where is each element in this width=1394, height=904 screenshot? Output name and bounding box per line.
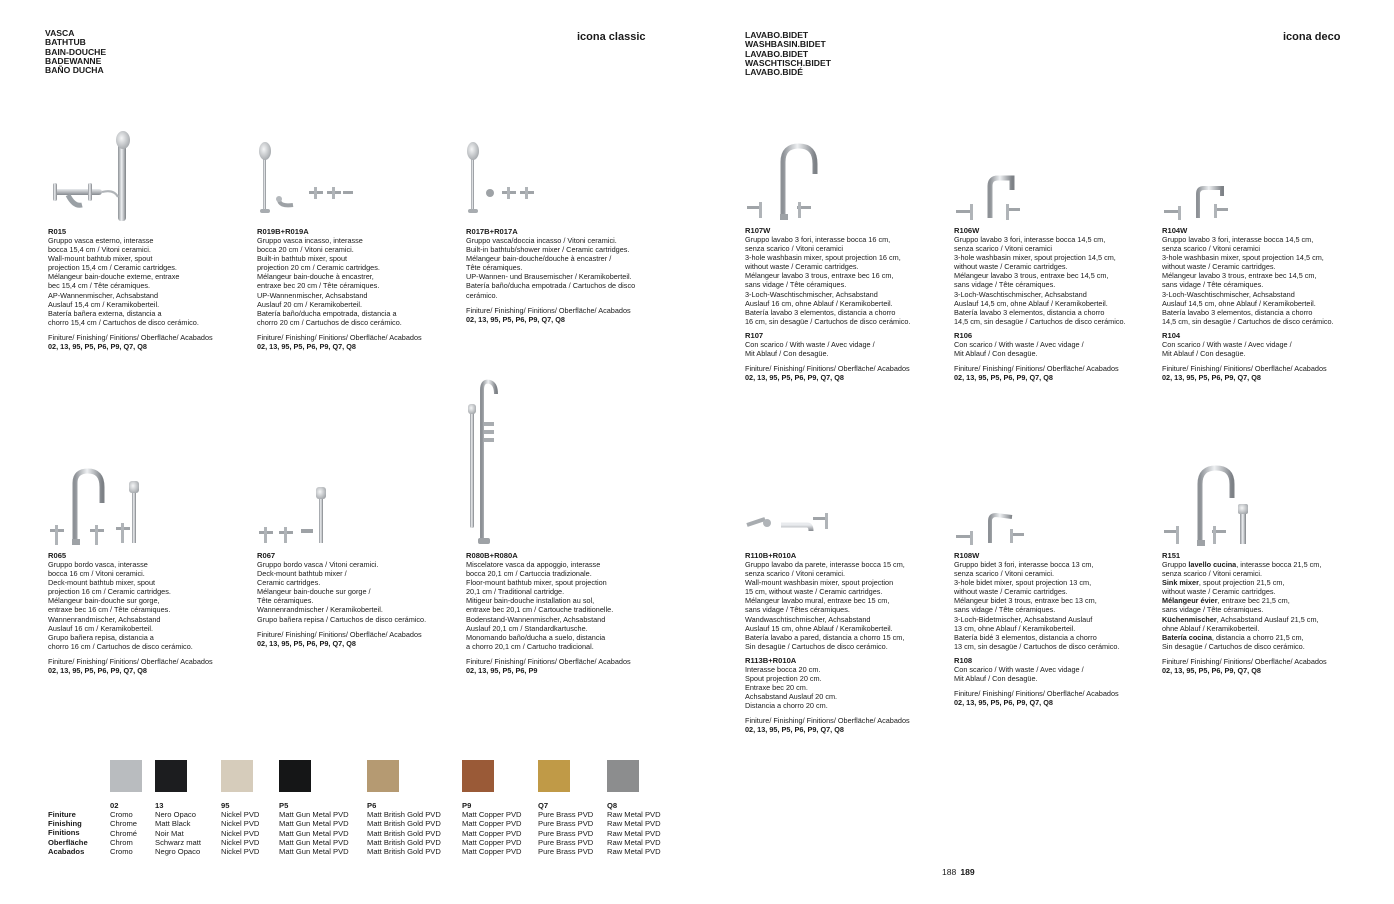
finish-code: 13 <box>155 801 164 810</box>
finish-code: 02 <box>110 801 119 810</box>
finish-name: Matt British Gold PVD <box>367 837 441 847</box>
finish-swatch-p5 <box>279 760 311 792</box>
finish-column-13 <box>155 801 201 856</box>
finish-name: Pure Brass PVD <box>538 828 594 838</box>
product-r106w <box>954 172 1154 382</box>
finish-name: Nero Opaco <box>155 810 196 820</box>
finish-codes: 02, 13, 95, P5, P6, P9, Q7, Q8 <box>257 341 356 351</box>
finish-name: Matt Gun Metal PVD <box>279 810 349 820</box>
description-line: Küchenmischer, Achsabstand Auslauf 21,5 cm, <box>1162 614 1319 624</box>
finish-name: Raw Metal PVD <box>607 819 661 829</box>
description-line: Sink mixer, spout projection 21,5 cm, <box>1162 578 1285 588</box>
product-r107w <box>745 140 945 382</box>
finish-label: Finiture/ Finishing/ Finitions/ Oberfläche/ Acabados <box>48 332 213 342</box>
finish-codes: 02, 13, 95, P5, P6, P9, Q7, Q8 <box>954 373 1053 383</box>
finish-codes: 02, 13, 95, P5, P6, P9, Q7, Q8 <box>954 698 1053 708</box>
finish-name: Raw Metal PVD <box>607 810 661 820</box>
finish-name: Matt British Gold PVD <box>367 810 441 820</box>
finish-label: Finiture/ Finishing/ Finitions/ Oberfläche/ Acabados <box>466 305 631 315</box>
description-line: without waste / Ceramic cartridges. <box>1162 587 1276 597</box>
finish-column-p5 <box>279 801 349 856</box>
variant-code: R108 <box>954 655 973 665</box>
finish-label: Finiture/ Finishing/ Finitions/ Oberfläche/ Acabados <box>257 332 422 342</box>
finish-code: 95 <box>221 801 230 810</box>
r106w-image <box>954 172 1154 222</box>
finish-swatch-13 <box>155 760 187 792</box>
r151-image <box>1162 462 1362 547</box>
finish-label: Finiture/ Finishing/ Finitions/ Oberfläche/ Acabados <box>1162 364 1327 374</box>
finish-name: Cromo <box>110 810 133 820</box>
r080b-image <box>466 378 666 547</box>
finish-name: Pure Brass PVD <box>538 810 594 820</box>
product-description: Gruppo lavabo 3 fori, interasse bocca 16 cm, senza scarico / Vitoni ceramici 3-hole washbasin mixer, spout projection 16 cm, without waste / Ceramic cartridges. Mélangeur lavabo 3 trous, entraxe bec 16 cm, sans vidage / Tête céramiques. 3-Loch-Waschtischmischer, Achsabstand Auslauf 16 cm, ohne Ablauf / Keramikoberteil. Batería lavabo 3 elementos, distancia a chorro 16 cm, sin desagüe / Cartuchos de disco cerámico. <box>745 235 911 326</box>
finish-swatch-q8 <box>607 760 639 792</box>
finish-name: Matt Gun Metal PVD <box>279 837 349 847</box>
variant-description: Con scarico / With waste / Avec vidage / Mit Ablauf / Con desagüe. <box>954 664 1084 684</box>
product-code: R106W <box>954 226 980 235</box>
variant-description: Con scarico / With waste / Avec vidage / Mit Ablauf / Con desagüe. <box>954 339 1084 359</box>
finish-label: Finiture/ Finishing/ Finitions/ Oberfläche/ Acabados <box>745 716 910 726</box>
description-line: ohne Ablauf / Keramikoberteil. <box>1162 623 1260 633</box>
right-category-line: LAVABO.BIDÉ <box>745 67 803 78</box>
product-code: R108W <box>954 551 980 560</box>
product-description: Gruppo vasca/doccia incasso / Vitoni ceramici. Built-in bathtub/shower mixer / Ceramic cartridges. Mélangeur bain-douche/douche à encastrer / Tête céramiques. UP-Wannen- und Brausemischer / Keramikoberteil. Batería baño/ducha empotrada / Cartuchos de disco cerámico. <box>466 236 636 300</box>
finish-codes: 02, 13, 95, P5, P6, P9, Q7, Q8 <box>745 725 844 735</box>
product-code: R015 <box>48 227 67 236</box>
finish-swatch-p6 <box>367 760 399 792</box>
product-code: R065 <box>48 551 67 560</box>
finish-name: Chrome <box>110 819 138 829</box>
finish-code: P5 <box>279 801 289 810</box>
product-description: Gruppo bordo vasca / Vitoni ceramici. Deck-mount bathtub mixer / Ceramic cartridges. Mélangeur bain-douche sur gorge / Tête céramiques. Wannenrandmischer / Keramikoberteil. Grupo bañera repisa / Cartuchos de disco cerámico. <box>257 560 427 624</box>
r015-image <box>48 127 248 223</box>
description-line: sans vidage / Tête céramiques. <box>1162 605 1264 615</box>
finish-name: Raw Metal PVD <box>607 828 661 838</box>
right-category-line: LAVABO.BIDET <box>745 30 809 40</box>
variant-description: Con scarico / With waste / Avec vidage / Mit Ablauf / Con desagüe. <box>1162 339 1292 359</box>
product-description: Gruppo bidet 3 fori, interasse bocca 13 cm, senza scarico / Vitoni ceramici. 3-hole bidet mixer, spout projection 13 cm, without waste / Ceramic cartridges. Mélangeur bidet 3 trous, entraxe bec 13 cm, sans vidage / Tête céramiques. 3-Loch-Bidetmischer, Achsabstand Auslauf 13 cm, ohne Ablauf / Keramikoberteil. Batería bidé 3 elementos, distancia a chorro 13 cm, sin desagüe / Cartuchos de disco cerámico. <box>954 560 1120 651</box>
description-line: senza scarico / Vitoni ceramici. <box>1162 569 1263 579</box>
finish-label: Finiture/ Finishing/ Finitions/ Oberfläche/ Acabados <box>48 656 213 666</box>
left-category-line: BAIN-DOUCHE <box>45 46 107 57</box>
variant-description: Interasse bocca 20 cm. Spout projection 20 cm. Entraxe bec 20 cm. Achsabstand Auslauf 20 cm. Distancia a chorro 20 cm. <box>745 664 838 711</box>
finish-code: Q7 <box>538 801 549 810</box>
r019b-image <box>257 127 457 223</box>
finish-name: Matt Copper PVD <box>462 828 522 838</box>
finish-name: Raw Metal PVD <box>607 847 661 857</box>
finish-column-q7 <box>538 801 593 856</box>
finish-name: Chrom <box>110 837 133 847</box>
finish-names <box>48 810 88 856</box>
finish-name: Matt Copper PVD <box>462 837 522 847</box>
left-category-line: BATHTUB <box>45 37 86 48</box>
finish-codes: 02, 13, 95, P5, P6, P9, Q7, Q8 <box>48 665 147 675</box>
finish-column-p6 <box>367 801 441 856</box>
finish-swatch-95 <box>221 760 253 792</box>
product-description: Miscelatore vasca da appoggio, interasse bocca 20,1 cm / Cartuccia tradizionale. Floor-mount bathtub mixer, spout projection 20,1 cm / Traditional cartridge. Mitigeur bain-douche installation au sol, entraxe bec 20,1 cm / Cartouche traditionelle. Bodenstand-Wannenmischer, Achsabstand Auslauf 20,1 cm / Standardkartusche. Monomando baño/ducha a suelo, distancia a chorro 20,1 cm / Cartucho tradicional. <box>466 560 614 651</box>
product-code: R151 <box>1162 551 1181 560</box>
page-number-left: 188 <box>942 867 957 877</box>
finish-name: Negro Opaco <box>155 847 201 857</box>
finish-name: Pure Brass PVD <box>538 847 594 857</box>
product-code: R104W <box>1162 226 1188 235</box>
finish-label: Finiture/ Finishing/ Finitions/ Oberfläche/ Acabados <box>954 689 1119 699</box>
finish-swatch-02 <box>110 760 142 792</box>
finish-name: Noir Mat <box>155 828 184 838</box>
finish-name-en: Finishing <box>48 819 82 829</box>
product-code: R067 <box>257 551 276 560</box>
finish-name: Cromo <box>110 847 133 857</box>
r107w-image <box>745 140 945 222</box>
finish-name-es: Acabados <box>48 846 85 856</box>
finish-name: Matt Black <box>155 819 191 829</box>
page-numbers <box>942 867 975 877</box>
finish-name: Nickel PVD <box>221 819 260 829</box>
finish-name: Chromé <box>110 828 138 838</box>
finish-name: Pure Brass PVD <box>538 837 594 847</box>
finish-name: Matt British Gold PVD <box>367 819 441 829</box>
finish-name: Matt Gun Metal PVD <box>279 828 349 838</box>
finish-swatch-q7 <box>538 760 570 792</box>
product-r017b <box>466 127 666 324</box>
r108w-image <box>954 507 1154 547</box>
variant-description: Con scarico / With waste / Avec vidage / Mit Ablauf / Con desagüe. <box>745 339 875 359</box>
finish-column-p9 <box>462 801 522 856</box>
product-code: R080B+R080A <box>466 551 518 560</box>
description-line: Mélangeur évier, entraxe bec 21,5 cm, <box>1162 596 1290 606</box>
finish-name: Nickel PVD <box>221 828 260 838</box>
product-r110b <box>745 507 945 734</box>
product-code: R017B+R017A <box>466 227 518 236</box>
r110b-image <box>745 507 945 547</box>
left-category-line: BAÑO DUCHA <box>45 65 104 76</box>
right-category-line: WASHBASIN.BIDET <box>745 39 826 50</box>
finish-swatch-p9 <box>462 760 494 792</box>
finish-label: Finiture/ Finishing/ Finitions/ Oberfläche/ Acabados <box>257 629 422 639</box>
product-r151 <box>1162 462 1362 675</box>
r017b-image <box>466 127 666 223</box>
product-code: R107W <box>745 226 771 235</box>
finish-name: Nickel PVD <box>221 847 260 857</box>
product-r065 <box>48 465 248 675</box>
left-category-heading <box>45 29 106 75</box>
description-line: Sin desagüe / Cartuchos de disco cerámico. <box>1162 641 1305 651</box>
finish-codes: 02, 13, 95, P5, P6, P9, Q7, Q8 <box>1162 665 1261 675</box>
variant-code: R107 <box>745 330 764 340</box>
right-category-heading <box>745 31 831 77</box>
variant-code: R113B+R010A <box>745 655 797 665</box>
finish-column-q8 <box>607 801 661 856</box>
finish-label: Finiture/ Finishing/ Finitions/ Oberfläche/ Acabados <box>954 364 1119 374</box>
product-r015 <box>48 127 248 351</box>
left-category-line: VASCA <box>45 28 75 38</box>
finish-name: Pure Brass PVD <box>538 819 594 829</box>
product-r019b <box>257 127 457 351</box>
product-r067 <box>257 465 457 648</box>
finish-codes: 02, 13, 95, P5, P6, P9 <box>466 665 538 675</box>
finish-code: P9 <box>462 801 472 810</box>
left-series-title: icona classic <box>577 31 646 43</box>
finish-codes: 02, 13, 95, P5, P6, P9, Q7, Q8 <box>745 373 844 383</box>
finish-name-it: Finiture <box>48 810 76 819</box>
left-category-line: BADEWANNE <box>45 55 102 66</box>
finish-name: Schwarz matt <box>155 837 201 847</box>
finish-codes: 02, 13, 95, P5, P6, P9, Q7, Q8 <box>48 341 147 351</box>
finish-name: Matt Copper PVD <box>462 847 522 857</box>
finish-name: Matt Copper PVD <box>462 810 522 820</box>
finish-column-95 <box>221 801 259 856</box>
description-line: Batería cocina, distancia a chorro 21,5 cm, <box>1162 632 1304 642</box>
finish-name: Matt Copper PVD <box>462 819 522 829</box>
product-code: R019B+R019A <box>257 227 309 236</box>
product-r108w <box>954 507 1154 707</box>
right-series-title: icona deco <box>1283 31 1341 43</box>
finish-label: Finiture/ Finishing/ Finitions/ Oberfläche/ Acabados <box>1162 656 1327 666</box>
product-description: Gruppo vasca esterno, interasse bocca 15,4 cm / Vitoni ceramici. Wall-mount bathtub mixer, spout projection 15,4 cm / Ceramic cartridges. Mélangeur bain-douche externe, entraxe bec 15,4 cm / Tête céramiques. AP-Wannenmischer, Achsabstand Auslauf 15,4 cm / Keramikoberteil. Batería bañera externa, distancia a chorro 15,4 cm / Cartuchos de disco cerámico. <box>48 236 199 327</box>
right-category-line: LAVABO.BIDET <box>745 48 809 59</box>
r104w-image <box>1162 182 1362 222</box>
product-description <box>1162 560 1362 651</box>
product-code: R110B+R010A <box>745 551 797 560</box>
finish-column-02 <box>110 801 137 856</box>
r067-image <box>257 465 457 547</box>
finish-label: Finiture/ Finishing/ Finitions/ Oberfläche/ Acabados <box>745 364 910 374</box>
variant-code: R104 <box>1162 330 1181 340</box>
finish-name: Raw Metal PVD <box>607 837 661 847</box>
finish-codes: 02, 13, 95, P5, P6, P9, Q7, Q8 <box>466 314 565 324</box>
finish-label: Finiture/ Finishing/ Finitions/ Oberfläche/ Acabados <box>466 656 631 666</box>
description-line: Gruppo lavello cucina, interasse bocca 21,5 cm, <box>1162 560 1322 569</box>
page-number-right: 189 <box>960 867 975 877</box>
right-category-line: WASCHTISCH.BIDET <box>745 57 831 68</box>
product-description: Gruppo bordo vasca, interasse bocca 16 cm / Vitoni ceramici. Deck-mount bathtub mixer, spout projection 16 cm / Ceramic cartridges. Mélangeur bain-douche sur gorge, entraxe bec 16 cm / Tête céramiques. Wannenrandmischer, Achsabstand Auslauf 16 cm / Keramikoberteil. Grupo bañera repisa, distancia a chorro 16 cm / Cartuchos de disco cerámico. <box>48 560 193 651</box>
finish-name: Nickel PVD <box>221 810 260 820</box>
product-description: Gruppo vasca incasso, interasse bocca 20 cm / Vitoni ceramici. Built-in bathtub mixer, spout projection 20 cm / Ceramic cartridges. Mélangeur bain-douche à encastrer, entraxe bec 20 cm / Tête céramiques. UP-Wannenmischer, Achsabstand Auslauf 20 cm / Keramikoberteil. Batería baño/ducha empotrada, distancia a chorro 20 cm / Cartuchos de disco cerámico. <box>257 236 402 327</box>
finish-code: Q8 <box>607 801 618 810</box>
finish-name-fr: Finitions <box>48 828 80 838</box>
finish-codes: 02, 13, 95, P5, P6, P9, Q7, Q8 <box>257 638 356 648</box>
finish-name-de: Oberfläche <box>48 837 88 847</box>
finish-name: Matt British Gold PVD <box>367 828 441 838</box>
finish-name: Nickel PVD <box>221 837 260 847</box>
finish-name: Matt Gun Metal PVD <box>279 847 349 857</box>
product-description: Gruppo lavabo da parete, interasse bocca 15 cm, senza scarico / Vitoni ceramici. Wall-mount washbasin mixer, spout projection 15 cm, without waste / Ceramic cartridges. Mélangeur lavabo mural, entraxe bec 15 cm, sans vidage / Têtes céramiques. Wandwaschtischmischer, Achsabstand Auslauf 15 cm, ohne Ablauf / Keramikoberteil. Batería lavabo a pared, distancia a chorro 15 cm, Sin desagüe / Cartuchos de disco cerámico. <box>745 560 905 651</box>
finish-name: Matt British Gold PVD <box>367 847 441 857</box>
variant-code: R106 <box>954 330 973 340</box>
product-description: Gruppo lavabo 3 fori, interasse bocca 14,5 cm, senza scarico / Vitoni ceramici 3-hole washbasin mixer, spout projection 14,5 cm, without waste / Ceramic cartridges. Mélangeur lavabo 3 trous, entraxe bec 14,5 cm, sans vidage / Tête céramiques. 3-Loch-Waschtischmischer, Achsabstand Auslauf 14,5 cm, ohne Ablauf / Keramikoberteil. Batería lavabo 3 elementos, distancia a chorro 14,5 cm, sin desagüe / Cartuchos de disco cerámico. <box>1162 235 1334 326</box>
finish-codes: 02, 13, 95, P5, P6, P9, Q7, Q8 <box>1162 373 1261 383</box>
product-description: Gruppo lavabo 3 fori, interasse bocca 14,5 cm, senza scarico / Vitoni ceramici 3-hole washbasin mixer, spout projection 14,5 cm, without waste / Ceramic cartridges. Mélangeur lavabo 3 trous, entraxe bec 14,5 cm, sans vidage / Tête céramiques. 3-Loch-Waschtischmischer, Achsabstand Auslauf 14,5 cm, ohne Ablauf / Keramikoberteil. Batería lavabo 3 elementos, distancia a chorro 14,5 cm, sin desagüe / Cartuchos de disco cerámico. <box>954 235 1126 326</box>
product-r104w <box>1162 182 1362 382</box>
r065-image <box>48 465 248 547</box>
finish-name: Matt Gun Metal PVD <box>279 819 349 829</box>
finish-code: P6 <box>367 801 377 810</box>
product-r080b <box>466 378 666 675</box>
